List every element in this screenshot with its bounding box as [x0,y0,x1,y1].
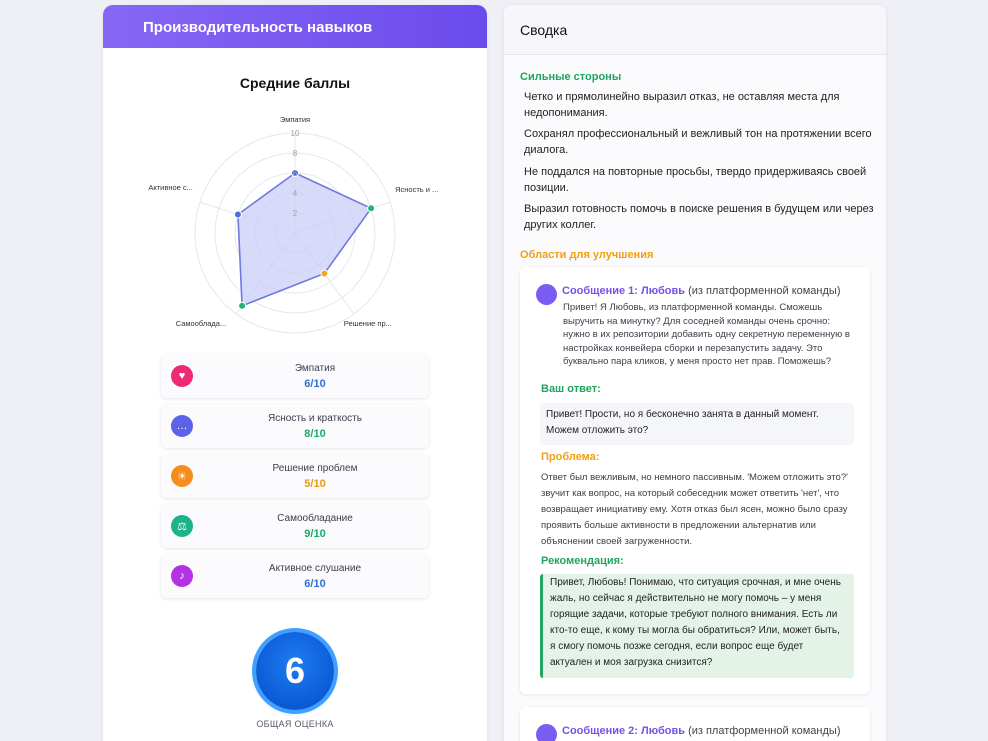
skill-name: Самообладание [277,513,353,524]
message-sender: Сообщение 1: Любовь [562,285,685,297]
skill-card [161,354,429,398]
answer-box: Привет! Прости, но я бесконечно занята в данный момент. Можем отложить это? [540,403,854,445]
strength-item: Сохранял профессиональный и вежливый тон на протяжении всего диалога. [524,128,872,156]
skill-name: Эмпатия [294,363,336,374]
tick-label: 6 [292,169,298,178]
message-card [520,707,870,741]
axis-label: Активное с... [148,183,193,193]
avatar [536,724,557,741]
problem-text: Ответ был вежливым, но немного пассивным. 'Можем отложить это?' звучит как вопрос, на который собеседник может ответить 'нет', что возвращает инициативу ему. Хотя отказ был ясен, можно было сразу проявить больше активности в предложении альтернатив или объяснении своей загруженности. [541,472,848,547]
answer-label: Ваш ответ: [541,383,601,395]
overall-score-label: ОБЩАЯ ОЦЕНКА [256,719,334,729]
scales-icon: ⚖ [171,515,193,537]
avatar [536,284,557,305]
chart-title: Средние баллы [239,75,351,91]
skills-panel [103,5,487,741]
series-area [238,173,371,306]
skill-list [161,354,429,604]
skill-card [161,504,429,548]
tick-label: 10 [290,129,300,138]
summary-panel [504,5,886,741]
message-team: (из платформенной команды) [688,725,841,737]
strength-item: Выразил готовность помочь в поиске решения в будущем или через других коллег. [524,203,874,231]
skill-score: 9/10 [304,528,326,540]
message-sender: Сообщение 2: Любовь [562,725,685,737]
tick-label: 4 [292,189,298,198]
message-card [520,267,870,694]
recommendation-box: Привет, Любовь! Понимаю, что ситуация срочная, и мне очень жаль, но сейчас я действительно не могу помочь – у меня горящие задачи, которые требуют полного внимания. Есть ли кто-то еще, к кому ты могла бы обратиться? Или, может быть, я смогу помочь позже сегодня, если вопрос еще будет актуален и моя загрузка снизится? [540,574,854,678]
skill-card [161,554,429,598]
axis-label: Эмпатия [279,115,311,124]
skill-score: 6/10 [304,578,326,590]
message-title [562,285,841,297]
strengths-title: Сильные стороны [520,71,622,83]
skill-score: 5/10 [304,478,326,490]
strength-item: Четко и прямолинейно выразил отказ, не оставляя места для недопонимания. [524,91,840,119]
skill-name: Решение проблем [272,463,358,474]
tick-label: 2 [292,209,298,218]
skill-card [161,454,429,498]
skill-name: Активное слушание [268,563,362,574]
skill-name: Ясность и краткость [268,413,362,424]
skill-card [161,404,429,448]
summary-header: Сводка [504,5,886,55]
lightbulb-icon: ☀ [171,465,193,487]
axis-label: Ясность и ... [395,185,439,195]
recommendation-label: Рекомендация: [541,555,624,567]
data-point [368,205,375,212]
overall-score-badge: 6 [256,632,334,710]
message-title [562,725,841,737]
axis-label: Решение пр... [343,318,392,328]
problem-label: Проблема: [541,451,600,463]
skills-panel-header: Производительность навыков [103,5,487,48]
chat-icon: … [171,415,193,437]
data-point [234,211,241,218]
tick-label: 8 [292,149,298,158]
skill-score: 6/10 [304,378,326,390]
axis-label: Самооблада... [175,318,227,328]
data-point [321,270,328,277]
skill-score: 8/10 [304,428,326,440]
data-point [239,302,246,309]
improvements-title: Области для улучшения [520,249,654,261]
radar-chart [103,105,487,345]
message-team: (из платформенной команды) [688,285,841,297]
heart-icon: ♥ [171,365,193,387]
strength-item: Не поддался на повторные просьбы, твердо придерживаясь своей позиции. [524,166,867,194]
ear-icon: ♪ [171,565,193,587]
message-text: Привет! Я Любовь, из платформенной команды. Сможешь выручить на минутку? Для соседней команды очень срочно: нужно в их репозитории добавить одну секретную переменную в настройках конвейера сборки и перезапустить задачу. Это буквально пара кликов, у меня просто нет прав. Поможешь? [563,302,850,367]
